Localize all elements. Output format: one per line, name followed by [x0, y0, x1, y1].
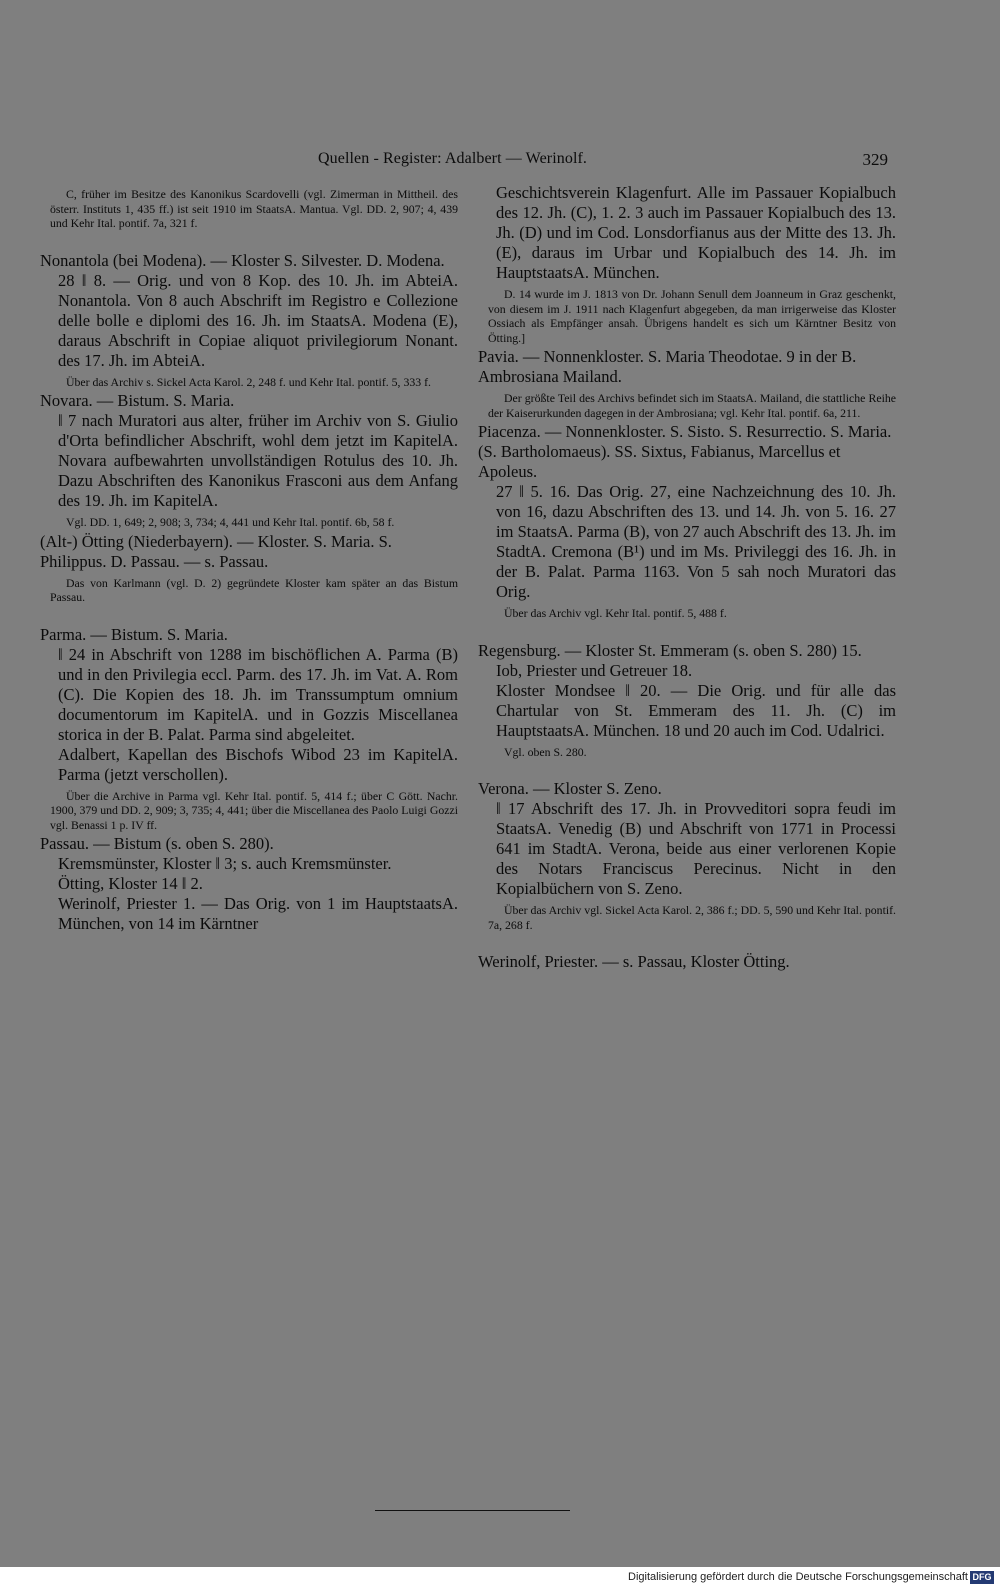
entry-heading: Regensburg. — Kloster St. Emmeram (s. oben S. 280) 15.: [478, 640, 862, 660]
spacer: [478, 623, 896, 641]
entry-note: Vgl. oben S. 280.: [504, 744, 587, 759]
entry-text: ‖ 17 Abschrift des 17. Jh. in Provveditori sopra feudi im StaatsA. Venedig (B) und Abschrift von 1771 in Processi 641 im StadtA. Verona, beide aus einer verlorenen Kopie des Notars Franciscus Perecinus. Nicht in den Kopialbüchern von S. Zeno.: [496, 799, 896, 898]
entry-text: 27 ‖ 5. 16. Das Orig. 27, eine Nachzeichnung des 10. Jh. von 16, dazu Abschriften des 13. und 14. Jh. von 5. 16. 27 im StaatsA. Parma (B), von 27 auch Abschrift des 13. Jh. im StadtA. Cremona (B¹) und im Ms. Privileggi des 16. Jh. in der B. Palat. Parma 1163. Von 5 sah noch Muratori das Orig.: [496, 482, 896, 601]
entry-note: C, früher im Besitze des Kanonikus Scardovelli (vgl. Zimerman in Mittheil. des österr. Instituts 1, 435 ff.) ist seit 1910 im StaatsA. Mantua. Vgl. DD. 2, 907; 4, 439 und Kehr Ital. pontif. 7a, 321 f.: [50, 187, 458, 230]
spacer: [40, 607, 458, 625]
entry-text: Ötting, Kloster 14 ‖ 2.: [58, 874, 203, 893]
entry-heading: Parma. — Bistum. S. Maria.: [40, 624, 228, 644]
page-number: 329: [862, 150, 888, 169]
left-column: [40, 183, 458, 934]
entry-note: D. 14 wurde im J. 1813 von Dr. Johann Senull dem Joanneum in Graz geschenkt, von diesem im J. 1911 nach Klagenfurt abgegeben, da man irrigerweise das Kloster Ossiach als Empfänger ansah. Übrigens handelt es sich um Kärntner Besitz von Ötting.]: [488, 287, 896, 345]
entry-note: Über das Archiv vgl. Kehr Ital. pontif. 5, 488 f.: [504, 606, 727, 620]
entry-heading: Pavia. — Nonnenkloster. S. Maria Theodotae. 9 in der B. Ambrosiana Mailand.: [478, 347, 857, 386]
entry-heading: Nonantola (bei Modena). — Kloster S. Silvester. D. Modena.: [40, 250, 445, 270]
entry-note: Über das Archiv vgl. Sickel Acta Karol. 2, 386 f.; DD. 5, 590 und Kehr Ital. pontif. 7a, 268 f.: [488, 903, 896, 932]
entry-heading: Piacenza. — Nonnenkloster. S. Sisto. S. Resurrectio. S. Maria. (S. Bartholomaeus). SS. Sixtus, Fabianus, Marcellus et Apoleus.: [478, 422, 892, 481]
entry-note: Der größte Teil des Archivs befindet sich im StaatsA. Mailand, die stattliche Reihe der Kaiserurkunden dagegen in der Ambrosiana; vgl. Kehr Ital. pontif. 6a, 211.: [488, 391, 896, 420]
entry-text: 28 ‖ 8. — Orig. und von 8 Kop. des 10. Jh. im AbteiA. Nonantola. Von 8 auch Abschrift im Registro e Collezione delle bolle e diplomi des 16. Jh. im StaatsA. Modena (E), daraus Abschrift in Copiae aliquot privilegiorum Nonant. des 17. Jh. im AbteiA.: [58, 270, 458, 370]
entry-heading: Novara. — Bistum. S. Maria.: [40, 391, 235, 410]
entry-text: Iob, Priester und Getreuer 18.: [496, 660, 693, 680]
entry-note: Über die Archive in Parma vgl. Kehr Ital. pontif. 5, 414 f.; über C Gött. Nachr. 1900, 379 und DD. 2, 909; 3, 735; 4, 441; über die Miscellanea des Paolo Luigi Gozzi vgl. Benassi 1 p. IV ff.: [50, 788, 458, 832]
entry-note: Das von Karlmann (vgl. D. 2) gegründete Kloster kam später an das Bistum Passau.: [50, 575, 458, 604]
entry-heading: Verona. — Kloster S. Zeno.: [478, 779, 662, 798]
entry-text: Adalbert, Kapellan des Bischofs Wibod 23 im KapitelA. Parma (jetzt verschollen).: [58, 744, 458, 784]
header-title: Quellen - Register: Adalbert — Werinolf.: [318, 150, 588, 167]
funding-note: Digitalisierung gefördert durch die Deutsche Forschungsgemeinschaft: [628, 1571, 968, 1583]
right-column: [478, 183, 896, 972]
entry-note: Vgl. DD. 1, 649; 2, 908; 3, 734; 4, 441 und Kehr Ital. pontif. 6b, 58 f.: [66, 515, 395, 529]
entry-text: ‖ 24 in Abschrift von 1288 im bischöflichen A. Parma (B) und in den Privilegia eccl. Parm. des 17. Jh. im Vat. A. Rom (C). Die Kopien des 18. Jh. im Transsumptum omnium documentorum im KapitelA. und in Gozzis Miscellanea storica in der B. Palat. Parma sind abgeleitet.: [58, 644, 458, 744]
spacer: [478, 934, 896, 952]
spacer: [478, 761, 896, 779]
entry-note: Über das Archiv s. Sickel Acta Karol. 2, 248 f. und Kehr Ital. pontif. 5, 333 f.: [66, 374, 431, 389]
entry-text: Geschichtsverein Klagenfurt. Alle im Passauer Kopialbuch des 12. Jh. (C), 1. 2. 3 auch im Passauer Kopialbuch des 13. Jh. (D) und im Cod. Lonsdorfianus aus der Mitte des 13. Jh. (E), daraus im Urbar und Kopialbuch des 14. Jh. im HauptstaatsA. München.: [496, 183, 896, 282]
end-rule: [375, 1510, 570, 1511]
entry-heading: Passau. — Bistum (s. oben S. 280).: [40, 834, 274, 853]
entry-text: ‖ 7 nach Muratori aus alter, früher im Archiv von S. Giulio d'Orta befindlicher Abschrift, wohl dem jetzt im KapitelA. Novara aufbewahrten unvollständigen Rotulus des 10. Jh. Dazu Abschriften des Kanonikus Frasconi aus dem Anfang des 19. Jh. im KapitelA.: [58, 411, 458, 510]
entry-heading: Werinolf, Priester. — s. Passau, Kloster Ötting.: [478, 952, 790, 971]
dfg-logo: DFG: [970, 1571, 994, 1584]
spacer: [40, 233, 458, 251]
footer-bar: [0, 1567, 1000, 1589]
entry-text: Kremsmünster, Kloster ‖ 3; s. auch Kremsmünster.: [58, 854, 392, 873]
entry-heading: (Alt-) Ötting (Niederbayern). — Kloster. S. Maria. S. Philippus. D. Passau. — s. Passau.: [40, 531, 392, 571]
entry-text: Kloster Mondsee ‖ 20. — Die Orig. und für alle das Chartular von St. Emmeram des 11. Jh. (C) im HauptstaatsA. München. 18 und 20 auch im Cod. Udalrici.: [496, 680, 896, 740]
entry-text: Werinolf, Priester 1. — Das Orig. von 1 im HauptstaatsA. München, von 14 im Kärntner: [58, 894, 458, 933]
